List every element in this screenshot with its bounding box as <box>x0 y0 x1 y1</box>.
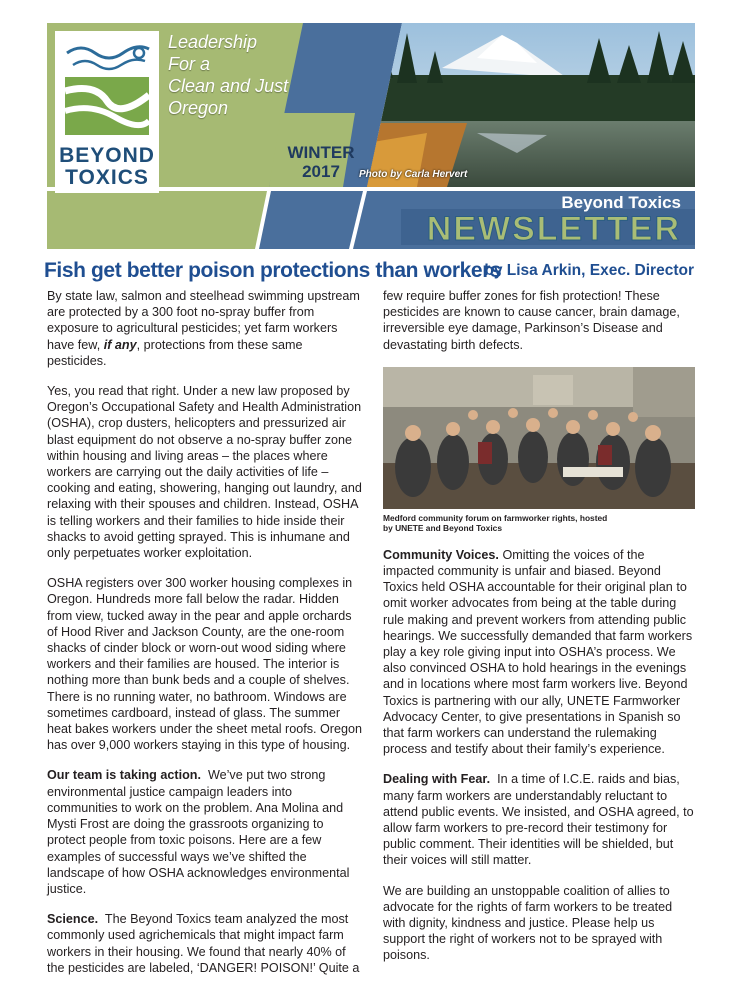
left-column <box>47 288 363 990</box>
lake-photo <box>367 23 695 187</box>
tagline-line: For a <box>168 54 211 74</box>
paragraph-text: Omitting the voices of the impacted community is unfair and biased. Beyond Toxics held OSHA accountable for their original plan to omit worker advocates from being at the table during rule making and prevent workers from attending public hearings. We successfully demanded that farm workers play a key role giving input into OSHA’s process. We also convinced OSHA to hold hearings in the evenings and in locations where most farm workers live. Beyond Toxics is partnering with our ally, UNETE Farmworker Advocacy Center, to give presentations in Spanish so that farm workers can understand the rulemaking process and testify about their family’s experience. <box>383 547 693 757</box>
tagline-line: Oregon <box>168 98 229 118</box>
paragraph <box>47 911 363 976</box>
paragraph <box>47 767 363 897</box>
paragraph <box>383 547 695 758</box>
tagline-line: Clean and Just <box>168 76 289 96</box>
paragraph <box>47 288 363 369</box>
beyond-toxics-logo <box>55 31 159 193</box>
paragraph-text: In a time of I.C.E. raids and bias, many farm workers are understandably reluctant to attend public events. We insisted, and OSHA agreed, to allow farm workers to pre-record their testimony for public comment. Their identities will be shielded, but their voices will still matter. <box>383 772 694 868</box>
group-photo-image <box>383 367 695 509</box>
article-header <box>44 259 704 285</box>
photo-caption: Medford community forum on farmworker rights, hosted by UNETE and Beyond Toxics <box>383 512 608 533</box>
right-column <box>383 288 695 978</box>
article-title: Fish get better poison protections than workers <box>44 259 502 282</box>
paragraph: Yes, you read that right. Under a new law proposed by Oregon’s Occupational Safety and Health Administration (OSHA), crop dusters, helicopters and pressurized air blast equipment do not observe a no-spray buffer zone within housing and living areas – the places where workers are carrying out the daily activities of life – cooking and eating, showering, hanging out laundry, and relaxing with their spouses and children. Instead, OSHA is telling workers and their families to hide inside their shacks to avoid getting sprayed. This is inhumane and only perpetuates worker exploitation. <box>47 384 362 561</box>
season-label: WINTER <box>287 143 355 162</box>
newsletter-banner <box>47 23 695 249</box>
paragraph: OSHA registers over 300 worker housing complexes in Oregon. Hundreds more fall below the radar. Hidden from view, tucked away in the pear and apple orchards of Hood River and Jackson County, are the one-room shacks of cinder block or worn-out wood siding where workers and their families are housed. The interior is nothing more than bunk beds and a couple of shelves. There is no running water, no bathroom. Windows are sometimes cardboard, instead of glass. The summer heat bakes workers under the sheet metal roofs. Oregon has over 9,000 workers staying in this type of housing. <box>47 576 363 753</box>
logo-word-toxics: TOXICS <box>65 166 149 189</box>
paragraph-text: , protections from these same pesticides. <box>47 337 303 368</box>
photo-credit: Photo by Carla Hervert <box>359 169 468 180</box>
paragraph-lead: Dealing with Fear. <box>383 772 491 787</box>
paragraph-text: By state law, salmon and steelhead swimming upstream are protected by a 300 foot no-spray buffer from exposure to agricultural pesticides; yet farm workers have few, <box>47 289 360 352</box>
logo-landscape-icon <box>55 31 159 141</box>
article-byline: by Lisa Arkin, Exec. Director <box>484 262 694 279</box>
paragraph-lead: Our team is taking action. <box>47 768 201 783</box>
emphasis-text: if any <box>103 337 137 352</box>
paragraph-lead: Science. <box>47 912 99 927</box>
logo-word-beyond: BEYOND <box>59 144 155 167</box>
paragraph-text: We’ve put two strong environmental justice campaign leaders into communities to work on the problem. Ana Molina and Mysti Frost are doing the grassroots organizing to protect people from toxic poisons. Here are a few examples of successful ways we’ve shifted the landscape of how OSHA acknowledges environmental justice. <box>47 768 350 896</box>
paragraph-text: The Beyond Toxics team analyzed the most commonly used agrichemicals that might impact farm workers in their housing. We found that nearly 40% of the pesticides are labeled, ‘DANGER! POISON!’ Quite a <box>47 912 360 975</box>
tagline-line: Leadership <box>168 32 258 52</box>
newsletter-title: NEWSLETTER <box>426 210 681 248</box>
community-forum-photo <box>383 367 695 509</box>
issue-season <box>285 143 357 181</box>
paragraph: We are building an unstoppable coalition of allies to advocate for the rights of farm workers to be treated with dignity, kindness and justice. Please help us support the right of workers not to be sprayed with poisons. <box>383 883 673 963</box>
paragraph <box>383 771 695 868</box>
org-name: Beyond Toxics <box>561 193 681 212</box>
paragraph: few require buffer zones for fish protection! These pesticides are known to cause cancer, brain damage, irreversible eye damage, Parkinson’s Disease and devastating birth defects. <box>383 289 680 352</box>
season-year: 2017 <box>302 162 340 181</box>
banner-tagline <box>168 31 318 119</box>
paragraph-lead: Community Voices. <box>383 547 499 562</box>
